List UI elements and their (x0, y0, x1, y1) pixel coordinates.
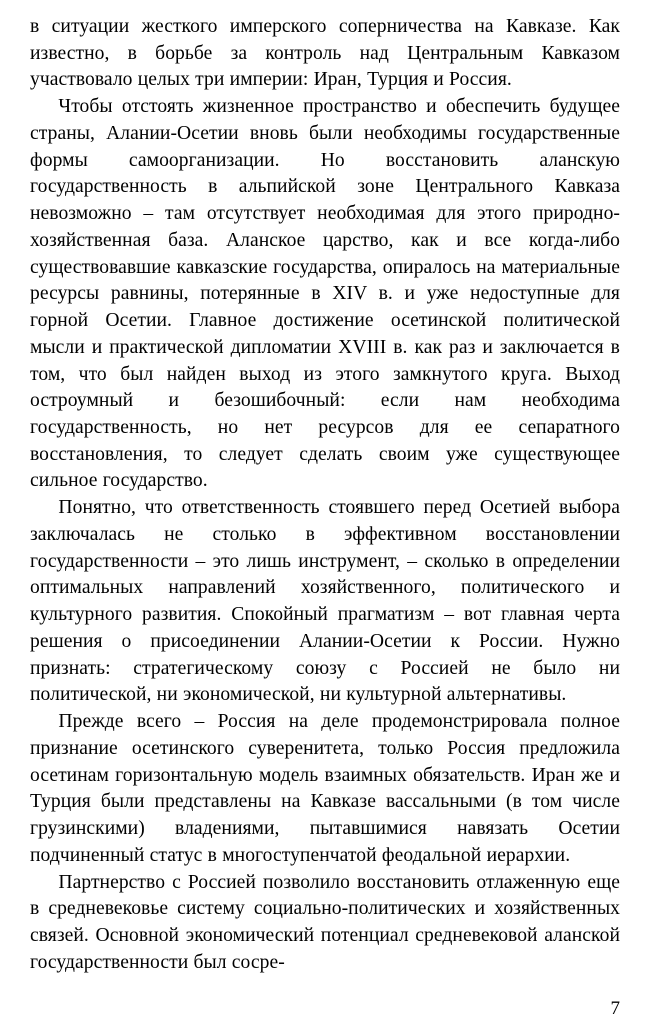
page-body-text (30, 14, 620, 976)
paragraph: Понятно, что ответственность стоявшего перед Осетией выбора заключалась не столько в эффективном восстановлении государственности – это лишь инструмент, – сколько в определении оптимальных направлений хозяйственного, политического и культурного развития. Спокойный прагматизм – вот главная черта решения о присоединении Алании-Осетии к России. Нужно признать: стратегическому союзу с Россией не было ни политической, ни экономической, ни культурной альтернативы. (30, 497, 620, 706)
paragraph: Чтобы отстоять жизненное пространство и обеспечить будущее страны, Алании-Осетии вновь были необходимы государственные формы самоорганизации. Но восстановить аланскую государственность в альпийской зоне Центрального Кавказа невозможно – там отсутствует необходимая для этого природно-хозяйственная база. Аланское царство, как и все когда-либо существовавшие кавказские государства, опиралось на материальные ресурсы равнины, потерянные в XIV в. и уже недоступные для горной Осетии. Главное достижение осетинской политической мысли и практической дипломатии XVIII в. как раз и заключается в том, что был найден выход из этого замкнутого круга. Выход остроумный и безошибочный: если нам необходима государственность, но нет ресурсов для ее сепаратного восстановления, то следует сделать своим уже существующее сильное государство. (30, 96, 620, 492)
paragraph: в ситуации жесткого имперского соперничества на Кавказе. Как известно, в борьбе за контроль над Центральным Кавказом участвовало целых три империи: Иран, Турция и Россия. (30, 16, 620, 91)
page-number: 7 (610, 998, 620, 1019)
paragraph: Партнерство с Россией позволило восстановить отлаженную еще в средневековье систему социально-политических и хозяйственных связей. Основной экономический потенциал средневековой аланской государственности был сосре- (30, 871, 620, 973)
paragraph: Прежде всего – Россия на деле продемонстрировала полное признание осетинского суверенитета, только Россия предложила осетинам горизонтальную модель взаимных обязательств. Иран же и Турция были представлены на Кавказе вассальными (в том числе грузинскими) владениями, пытавшимися навязать Осетии подчиненный статус в многоступенчатой феодальной иерархии. (30, 711, 620, 866)
